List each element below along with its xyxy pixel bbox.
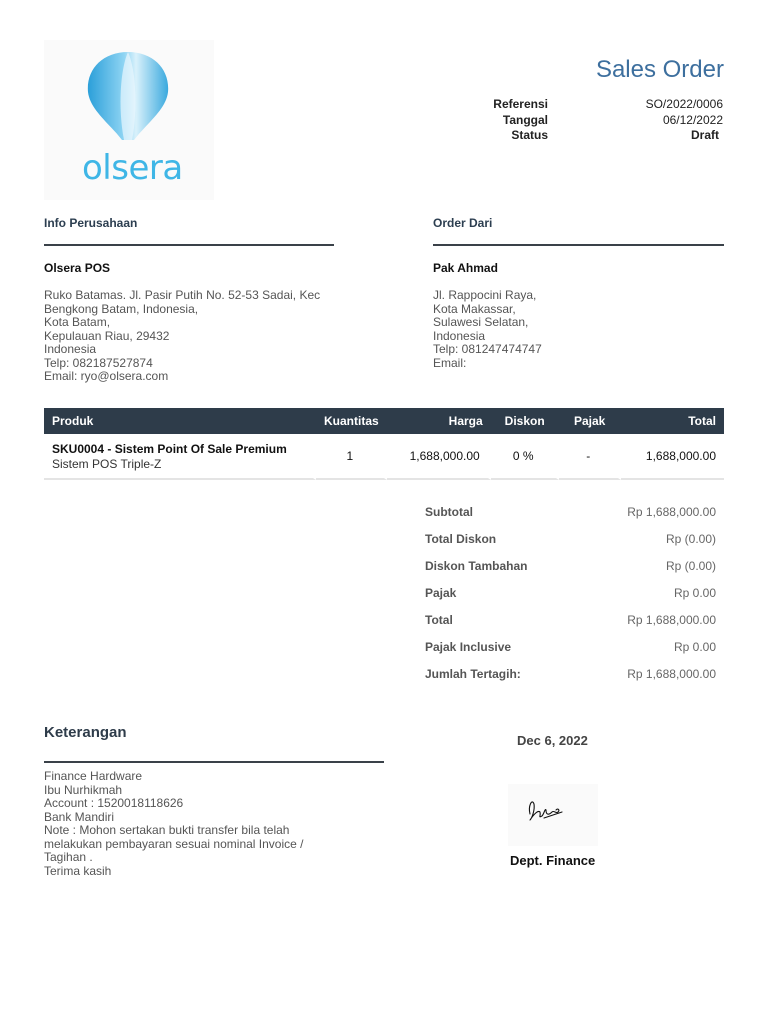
company-address — [44, 289, 320, 384]
meta-label-date: Tanggal — [502, 112, 548, 127]
customer-divider — [433, 244, 724, 246]
column-header-product: Produk — [44, 408, 316, 434]
column-header-discount: Diskon — [491, 408, 559, 434]
meta-value-status: Draft — [690, 128, 719, 142]
notes-line: Ibu Nurhikmah — [44, 782, 123, 797]
item-price: 1,688,000.00 — [387, 434, 491, 480]
customer-address-line: Indonesia — [433, 328, 486, 343]
tax-inclusive-row — [425, 640, 716, 667]
customer-name: Pak Ahmad — [433, 261, 498, 275]
subtotal-value: Rp 1,688,000.00 — [627, 505, 716, 519]
amount-due-value: Rp 1,688,000.00 — [627, 667, 716, 681]
table-row — [44, 434, 724, 480]
item-product-description: Sistem POS Triple-Z — [52, 456, 162, 471]
company-section-label: Info Perusahaan — [44, 216, 138, 230]
signature-date: Dec 6, 2022 — [517, 733, 588, 748]
company-address-line: Ruko Batamas. Jl. Pasir Putih No. 52-53 Sadai, Kec — [44, 288, 321, 302]
subtotal-row — [425, 505, 716, 532]
notes-line: Note : Mohon sertakan bukti transfer bila telah — [44, 823, 290, 837]
column-header-price: Harga — [387, 408, 491, 434]
item-total: 1,688,000.00 — [621, 434, 724, 480]
document-title: Sales Order — [595, 56, 724, 83]
notes-body — [44, 770, 303, 878]
tax-label: Pajak — [425, 586, 457, 600]
additional-discount-row — [425, 559, 716, 586]
item-quantity: 1 — [316, 434, 387, 480]
amount-due-row — [425, 667, 716, 694]
additional-discount-value: Rp (0.00) — [665, 559, 716, 573]
tax-inclusive-value: Rp 0.00 — [673, 640, 716, 654]
signature-image — [508, 784, 598, 846]
company-name: Olsera POS — [44, 261, 111, 275]
item-tax: - — [559, 434, 621, 480]
total-discount-label: Total Diskon — [425, 532, 497, 546]
meta-value-reference: SO/2022/0006 — [645, 97, 723, 111]
company-phone: Telp: 082187527874 — [44, 355, 153, 370]
customer-address-line: Sulawesi Selatan, — [433, 315, 529, 329]
column-header-tax: Pajak — [559, 408, 621, 434]
logo-wordmark: olsera — [82, 148, 183, 188]
grand-total-label: Total — [425, 613, 453, 627]
column-header-quantity: Kuantitas — [316, 408, 387, 434]
customer-phone: Telp: 081247474747 — [433, 342, 542, 356]
tax-row — [425, 586, 716, 613]
company-address-line: Kota Batam, — [44, 315, 111, 329]
notes-title: Keterangan — [44, 724, 127, 741]
meta-label-status: Status — [511, 128, 548, 142]
notes-line: Tagihan . — [44, 850, 93, 864]
items-table-header — [44, 408, 724, 434]
customer-section-label: Order Dari — [433, 216, 493, 230]
company-address-line: Bengkong Batam, Indonesia, — [44, 301, 199, 316]
notes-line: Terima kasih — [44, 863, 112, 878]
meta-labels — [493, 97, 548, 144]
totals-summary — [425, 505, 716, 694]
amount-due-label: Jumlah Tertagih: — [425, 667, 521, 681]
meta-value-date: 06/12/2022 — [662, 112, 723, 127]
notes-line: Finance Hardware — [44, 769, 143, 783]
handwritten-signature-icon — [508, 784, 598, 846]
grand-total-row — [425, 613, 716, 640]
notes-divider — [44, 761, 384, 763]
tax-inclusive-label: Pajak Inclusive — [425, 640, 512, 654]
company-email: Email: ryo@olsera.com — [44, 369, 169, 383]
total-discount-row — [425, 532, 716, 559]
notes-line: melakukan pembayaran sesuai nominal Invoice / — [44, 836, 304, 851]
customer-address-line: Kota Makassar, — [433, 301, 516, 316]
column-header-total: Total — [621, 408, 724, 434]
tax-value: Rp 0.00 — [673, 586, 716, 600]
item-product-name: SKU0004 - Sistem Point Of Sale Premium — [52, 441, 287, 456]
subtotal-label: Subtotal — [425, 505, 473, 519]
company-address-line: Indonesia — [44, 342, 97, 356]
company-divider — [44, 244, 334, 246]
meta-values — [646, 97, 723, 144]
signature-department: Dept. Finance — [510, 853, 596, 868]
customer-email: Email: — [433, 355, 467, 370]
customer-address — [433, 289, 542, 370]
notes-line: Account : 1520018118626 — [44, 796, 184, 810]
balloon-logo-icon — [80, 50, 176, 146]
item-product-cell — [44, 434, 316, 480]
company-logo — [44, 40, 214, 200]
company-address-line: Kepulauan Riau, 29432 — [44, 328, 170, 343]
customer-address-line: Jl. Rappocini Raya, — [433, 288, 537, 302]
total-discount-value: Rp (0.00) — [665, 532, 716, 546]
notes-line: Bank Mandiri — [44, 809, 115, 824]
grand-total-value: Rp 1,688,000.00 — [627, 613, 716, 627]
items-table — [44, 408, 724, 480]
additional-discount-label: Diskon Tambahan — [425, 559, 528, 573]
item-discount: 0 % — [491, 434, 559, 480]
meta-label-reference: Referensi — [493, 97, 548, 111]
